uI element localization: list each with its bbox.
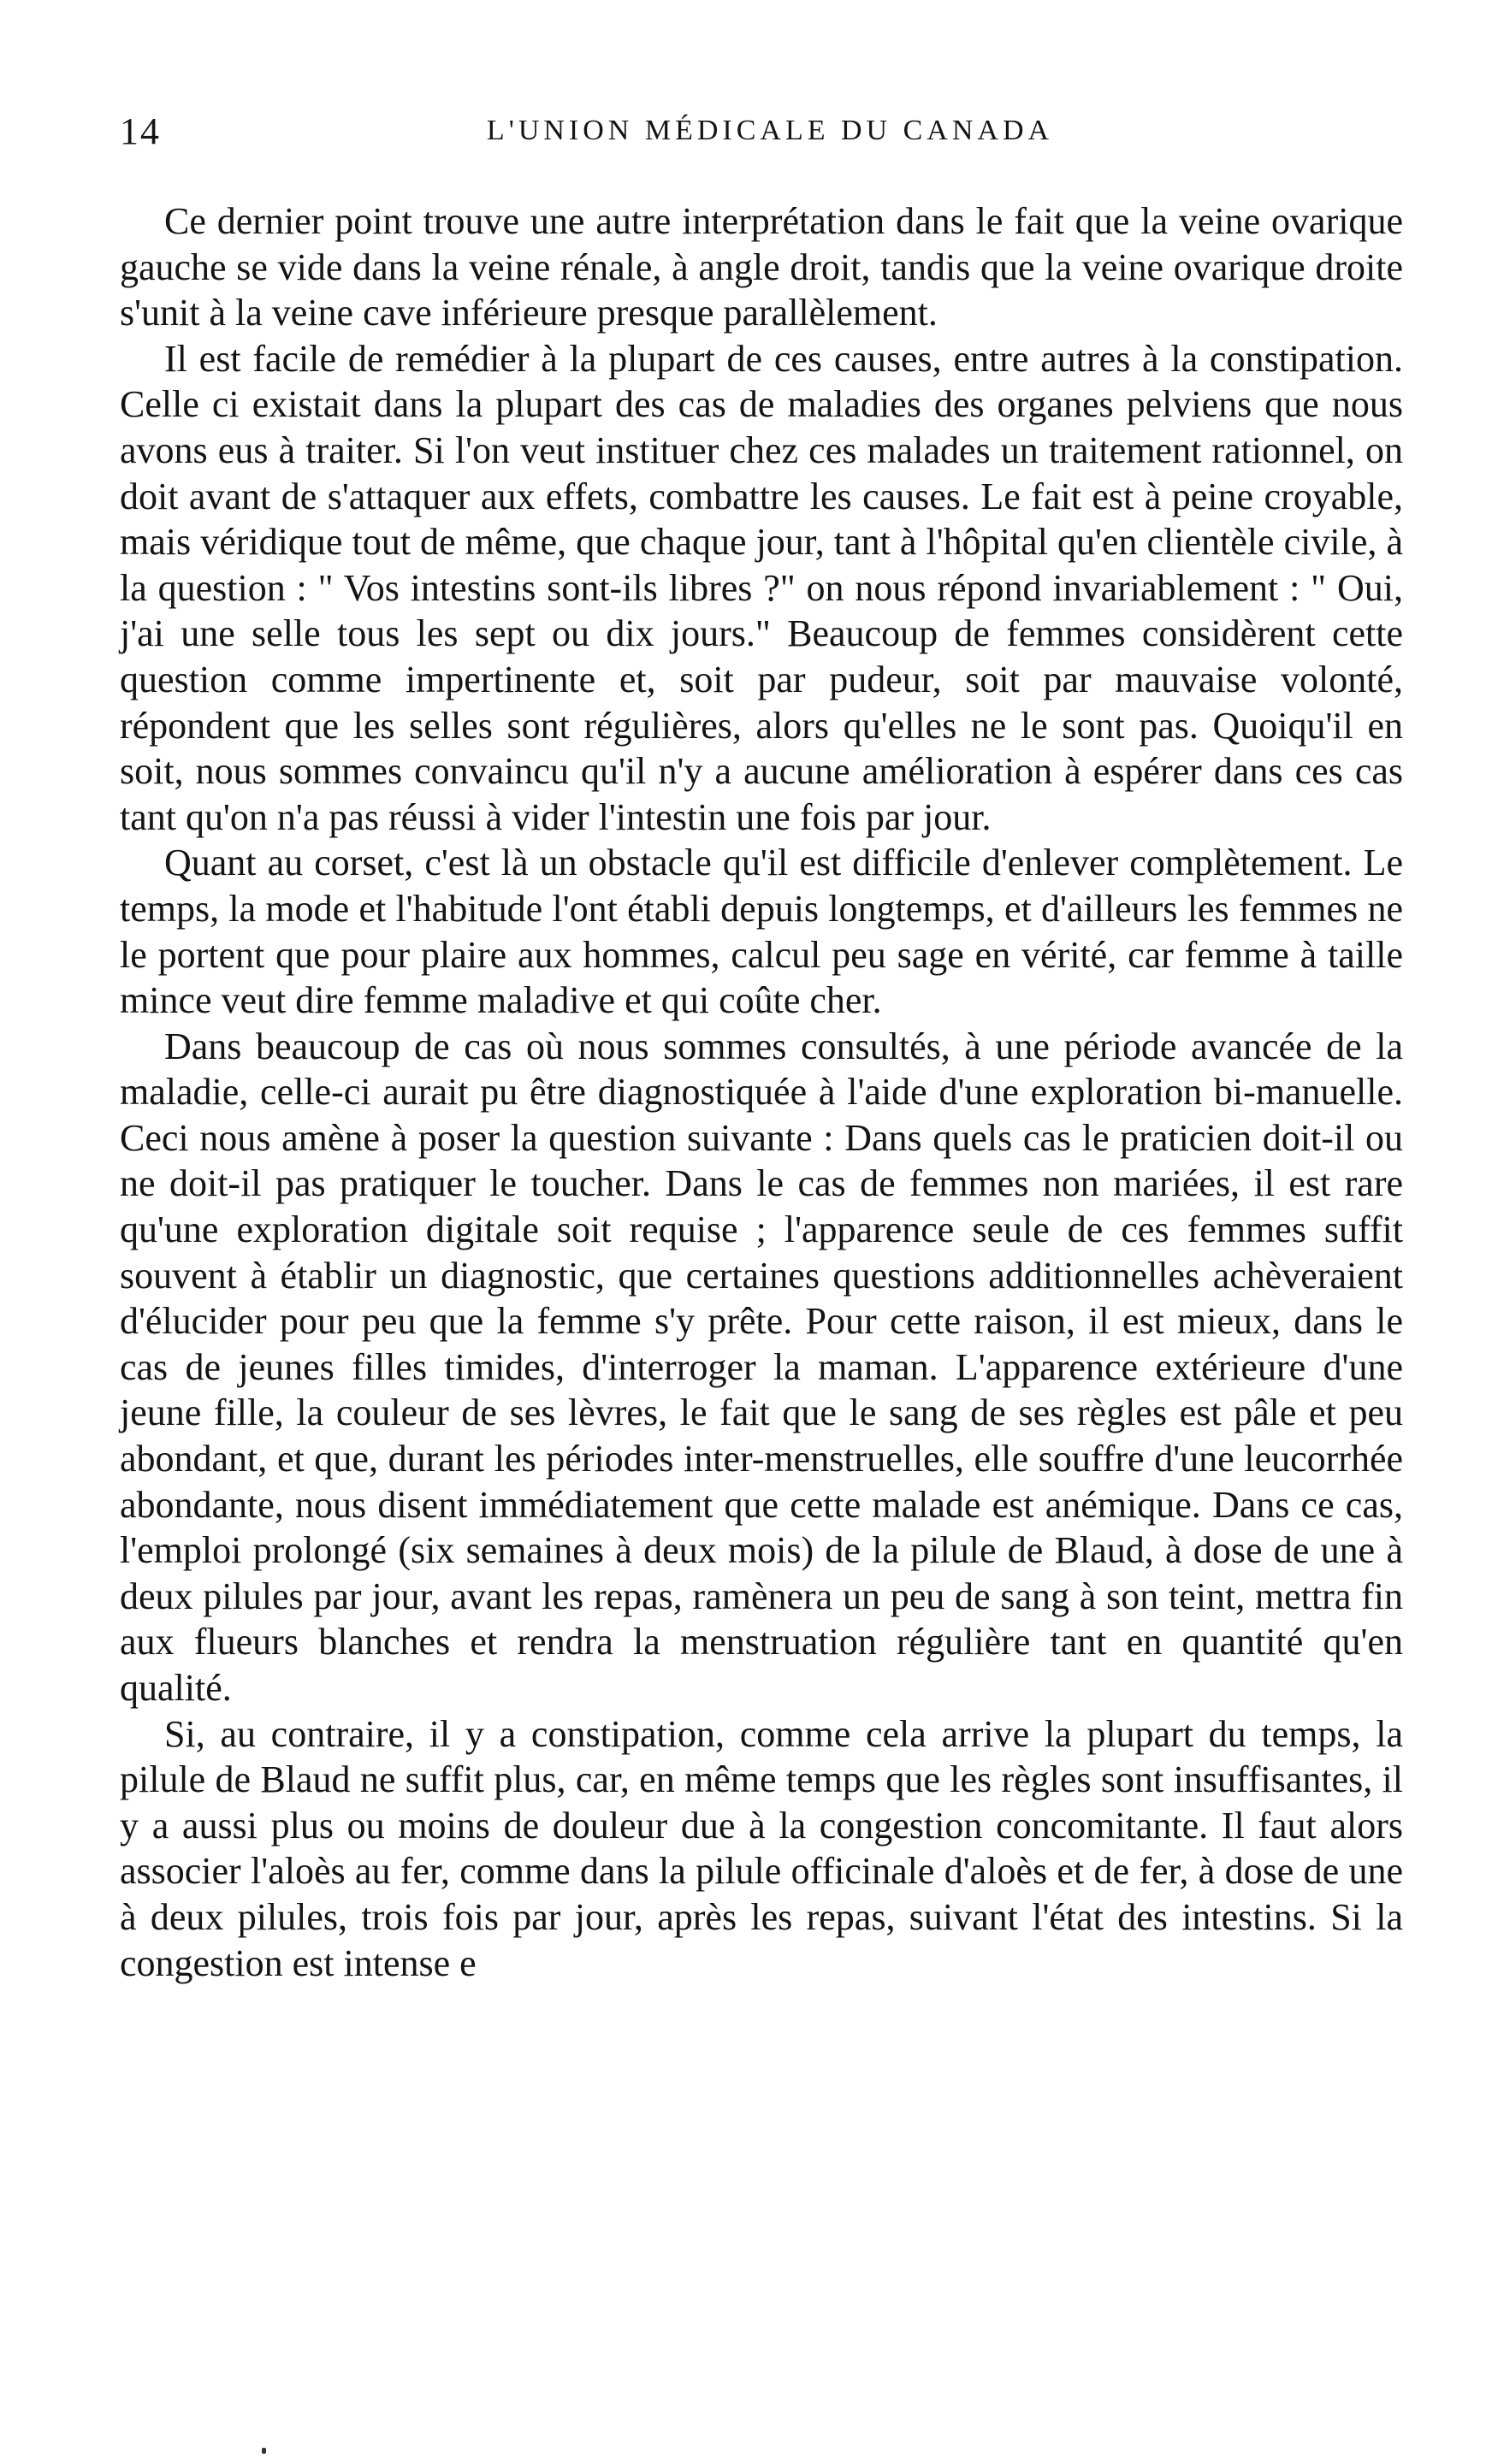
running-head <box>120 109 1420 161</box>
body-text <box>120 198 1403 1986</box>
journal-title: L'UNION MÉDICALE DU CANADA <box>486 115 1054 146</box>
paragraph: Ce dernier point trouve une autre interprétation dans le fait que la veine ovarique gauche se vide dans la veine rénale, à angle droit, tandis que la veine ovarique droite s'unit à la veine cave inférieure presque parallèlement. <box>120 200 1403 334</box>
paragraph: Si, au contraire, il y a constipation, comme cela arrive la plupart du temps, la pilule de Blaud ne suffit plus, car, en même temps que les règles sont insuffisantes, il y a aussi plus ou moins de douleur due à la congestion concomitante. Il faut alors associer l'aloès au fer, comme dans la pilule officinale d'aloès et de fer, à dose de une à deux pilules, trois fois par jour, après les repas, suivant l'état des intestins. Si la congestion est intense e <box>120 1712 1403 1984</box>
paragraph: Dans beaucoup de cas où nous sommes consultés, à une période avancée de la maladie, celle-ci aurait pu être diagnostiquée à l'aide d'une exploration bi-manuelle. Ceci nous amène à poser la question suivante : Dans quels cas le praticien doit-il ou ne doit-il pas pratiquer le toucher. Dans le cas de femmes non mariées, il est rare qu'une exploration digitale soit requise ; l'apparence seule de ces femmes suffit souvent à établir un diagnostic, que certaines questions additionnelles achèveraient d'élucider pour peu que la femme s'y prête. Pour cette raison, il est mieux, dans le cas de jeunes filles timides, d'interroger la maman. L'apparence extérieure d'une jeune fille, la couleur de ses lèvres, le fait que le sang de ses règles est pâle et peu abondant, et que, durant les périodes inter-menstruelles, elle souffre d'une leucorrhée abondante, nous disent immédiatement que cette malade est anémique. Dans ce cas, l'emploi prolongé (six semaines à deux mois) de la pilule de Blaud, à dose de une à deux pilules par jour, avant les repas, ramènera un peu de sang à son teint, mettra fin aux flueurs blanches et rendra la menstruation régulière tant en quantité qu'en qualité. <box>120 1025 1403 1709</box>
paragraph: Il est facile de remédier à la plupart de ces causes, entre autres à la constipation. Celle ci existait dans la plupart des cas de maladies des organes pelviens que nous avons eus à traiter. Si l'on veut instituer chez ces malades un traitement rationnel, on doit avant de s'attaquer aux effets, combattre les causes. Le fait est à peine croyable, mais véridique tout de même, que chaque jour, tant à l'hôpital qu'en clientèle civile, à la question : " Vos intestins sont-ils libres ?" on nous répond invariablement : " Oui, j'ai une selle tous les sept ou dix jours." Beaucoup de femmes considèrent cette question comme impertinente et, soit par pudeur, soit par mauvaise volonté, répondent que les selles sont régulières, alors qu'elles ne le sont pas. Quoiqu'il en soit, nous sommes convaincu qu'il n'y a aucune amélioration à espérer dans ces cas tant qu'on n'a pas réussi à vider l'intestin une fois par jour. <box>120 337 1403 838</box>
paragraph: Quant au corset, c'est là un obstacle qu'il est difficile d'enlever complètement. Le temps, la mode et l'habitude l'ont établi depuis longtemps, et d'ailleurs les femmes ne le portent que pour plaire aux hommes, calcul peu sage en vérité, car femme à taille mince veut dire femme maladive et qui coûte cher. <box>120 842 1403 1022</box>
page-number: 14 <box>120 110 161 152</box>
print-speck <box>262 2448 266 2454</box>
